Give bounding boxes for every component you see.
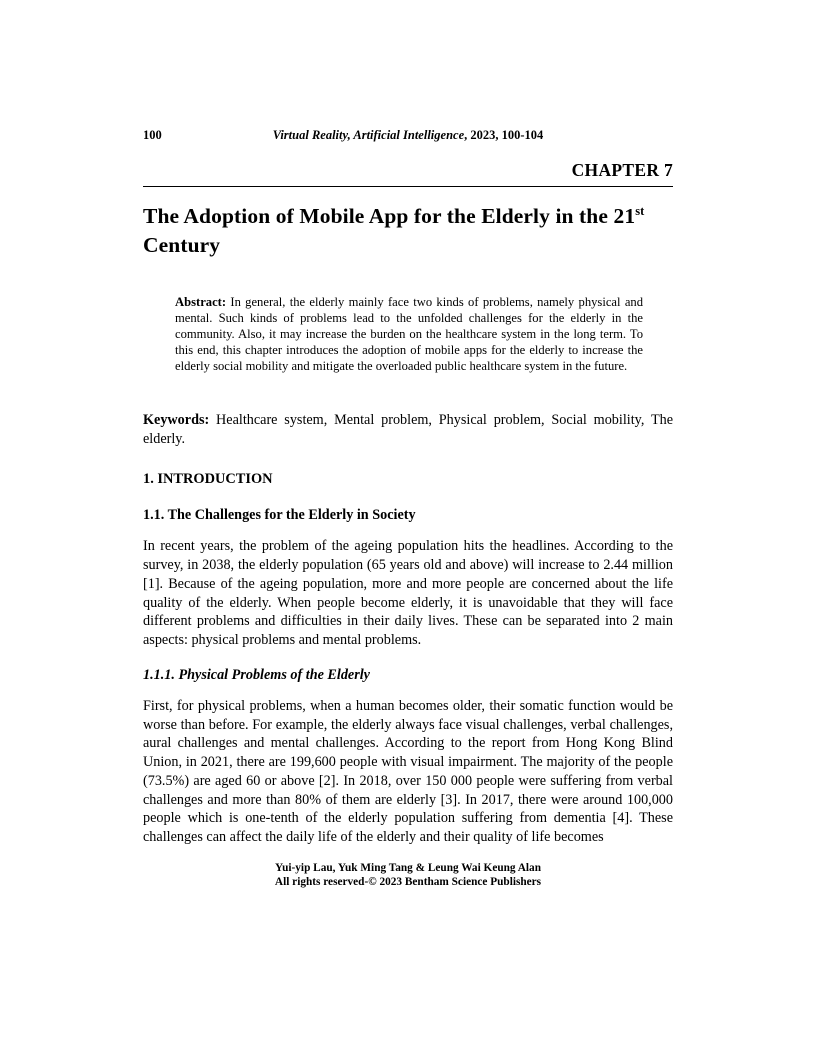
page-footer: [0, 861, 816, 890]
chapter-title-superscript: st: [635, 203, 645, 218]
chapter-title-pre: The Adoption of Mobile App for the Elderly in the 21: [143, 204, 636, 228]
chapter-title: [143, 202, 673, 259]
footer-authors: Yui-yip Lau, Yuk Ming Tang & Leung Wai Keung Alan: [274, 861, 541, 874]
keywords-text: Healthcare system, Mental problem, Physical problem, Social mobility, The elderly.: [143, 412, 673, 448]
keywords-block: [143, 411, 673, 449]
running-title-name: Virtual Reality, Artificial Intelligence: [272, 128, 465, 142]
abstract-text: In general, the elderly mainly face two kinds of problems, namely physical and mental. Such kinds of problems lead to the unfolded challenges for the elderly in the community. Also, it may increase the burden on the healthcare system in the long term. To this end, this chapter introduces the adoption of mobile apps for the elderly to increase the elderly social mobility and mitigate the overloaded public healthcare system in the future.: [175, 295, 643, 374]
header-rule: [143, 186, 673, 187]
page-number: 100: [143, 128, 162, 142]
running-head: [143, 128, 673, 145]
abstract-label: Abstract:: [175, 295, 227, 310]
subsection-heading-challenges: 1.1. The Challenges for the Elderly in Society: [143, 507, 416, 524]
subsubsection-heading-physical-problems: 1.1.1. Physical Problems of the Elderly: [143, 666, 370, 683]
paragraph-introduction: In recent years, the problem of the ageing population hits the headlines. According to the survey, in 2038, the elderly population (65 years old and above) will increase to 2.44 million [1]. Because of the ageing population, more and more people are concerned about the life quality of the elderly. When people become elderly, it is unavoidable that they will face different problems and difficulties in their daily lives. These can be separated into 2 main aspects: physical problems and mental problems.: [143, 538, 673, 649]
chapter-label: CHAPTER 7: [571, 160, 673, 180]
running-title: [143, 128, 673, 143]
abstract-block: [175, 295, 643, 375]
chapter-title-post: Century: [143, 232, 221, 257]
section-heading-introduction: 1. INTRODUCTION: [143, 471, 273, 488]
footer-copyright: All rights reserved-© 2023 Bentham Science Publishers: [274, 876, 542, 889]
running-title-suffix: , 2023, 100-104: [464, 128, 544, 142]
keywords-label: Keywords:: [143, 412, 210, 429]
paragraph-physical-problems: First, for physical problems, when a human becomes older, their somatic function would be worse than before. For example, the elderly always face visual challenges, verbal challenges, aural challenges and mental challenges. According to the report from Hong Kong Blind Union, in 2021, there are 199,600 people with visual impairment. The majority of the people (73.5%) are aged 60 or above [2]. In 2018, over 150 000 people were suffering from verbal challenges and more than 80% of them are elderly [3]. In 2017, there were around 100,000 people which is one-tenth of the elderly population suffering from dementia [4]. These challenges can affect the daily life of the elderly and their quality of life becomes: [143, 697, 673, 845]
